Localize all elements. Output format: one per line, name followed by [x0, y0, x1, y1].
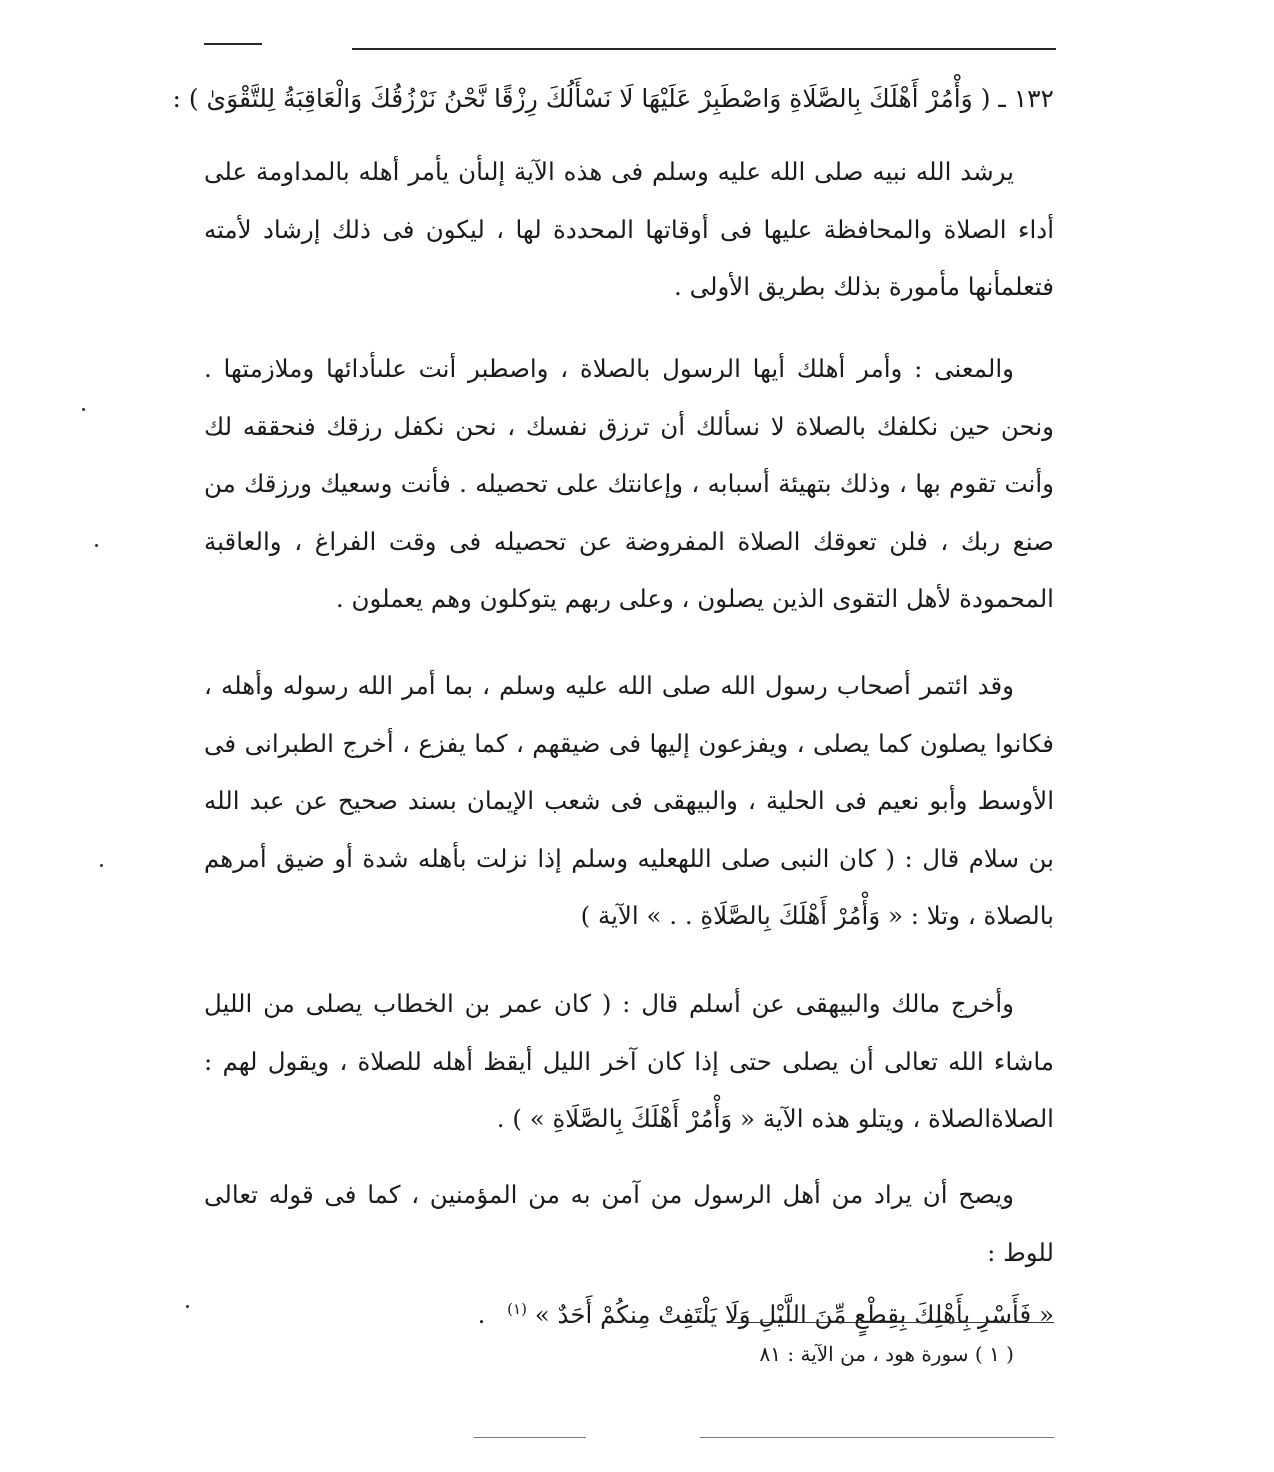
header-rule-main	[352, 48, 1056, 50]
scan-speck	[95, 544, 98, 547]
paragraph-text: وقد ائتمر أصحاب رسول الله صلى الله عليه وسلم ، بما أمر الله رسوله وأهله ، فكانوا يصلون كما يصلى ، ويفزعون إليها فى ضيقهم ، كما يفزع ، أخرج الطبرانى فى الأوسط وأبو نعيم فى الحلية ، والبيهقى فى شعب الإيمان بسند صحيح عن عبد الله بن سلام قال : ( كان النبى صلى اللهعليه وسلم إذا نزلت بأهله شدة أو ضيق أمرهم بالصلاة ، وتلا : « وَأْمُرْ أَهْلَكَ بِالصَّلَاةِ . . » الآية )	[204, 671, 1054, 930]
bottom-rule-left	[474, 1437, 586, 1438]
paragraph-text: وأخرج مالك والبيهقى عن أسلم قال : ( كان عمر بن الخطاب يصلى من الليل ماشاء الله تعالى أن يصلى حتى إذا كان آخر الليل أيقظ أهله للصلاة ، ويقول لهم : الصلاةالصلاة ، ويتلو هذه الآية « وَأْمُرْ أَهْلَكَ بِالصَّلَاةِ » ) .	[204, 989, 1054, 1133]
scan-speck	[186, 1305, 189, 1308]
verse-text: ( وَأْمُرْ أَهْلَكَ بِالصَّلَاةِ وَاصْطَبِرْ عَلَيْهَا لَا نَسْأَلُكَ رِزْقًا نَّحْنُ نَرْزُقُكَ وَالْعَاقِبَةُ لِلتَّقْوَىٰ ) :	[172, 84, 991, 113]
header-rule-left-short	[204, 43, 262, 45]
paragraph-4	[204, 975, 1054, 1148]
footnote-marker: (١)	[507, 1300, 527, 1318]
scan-speck	[82, 408, 85, 411]
paragraph-text: والمعنى : وأمر أهلك أيها الرسول بالصلاة ، واصطبر أنت علىأدائها وملازمتها . ونحن حين نكلفك بالصلاة لا نسألك أن ترزق نفسك ، نحن نكفل رزقك فنحققه لك وأنت تقوم بها ، وذلك بتهيئة أسبابه ، وإعانتك على تحصيله . فأنت وسعيك ورزقك من صنع ربك ، فلن تعوقك الصلاة المفروضة عن تحصيله فى وقت الفراغ ، والعاقبة المحمودة لأهل التقوى الذين يصلون ، وعلى ربهم يتوكلون وهم يعملون .	[204, 354, 1054, 613]
verse-heading	[172, 74, 1054, 124]
paragraph-2	[204, 340, 1054, 628]
bottom-rule-right	[700, 1437, 1054, 1438]
paragraph-3	[204, 657, 1054, 945]
paragraph-text	[204, 1166, 1054, 1344]
paragraph-text: يرشد الله نبيه صلى الله عليه وسلم فى هذه الآية إلىأن يأمر أهله بالمداومة على أداء الصلاة والمحافظة عليها فى أوقاتها المحددة لها ، ليكون فى ذلك إرشاد لأمته فتعلمأنها مأمورة بذلك بطريق الأولى .	[204, 157, 1054, 301]
end-mark: .	[477, 1300, 486, 1330]
paragraph-5	[204, 1166, 1054, 1344]
footnote-text: ( ١ ) سورة هود ، من الآية : ٨١	[759, 1342, 1014, 1366]
footnote-separator	[730, 1322, 1054, 1323]
quoted-verse: « فَأَسْرِ بِأَهْلِكَ بِقِطْعٍ مِّنَ اللَّيْلِ وَلَا يَلْتَفِتْ مِنكُمْ أَحَدٌ »	[534, 1300, 1054, 1330]
paragraph-intro: ويصح أن يراد من أهل الرسول من آمن به من المؤمنين ، كما فى قوله تعالى للوط :	[204, 1180, 1054, 1267]
paragraph-1	[204, 143, 1054, 316]
footnote	[704, 1338, 1014, 1370]
quoted-verse-line	[204, 1281, 1054, 1344]
verse-number: ١٣٢ ـ	[998, 84, 1054, 113]
scan-speck	[100, 864, 103, 867]
